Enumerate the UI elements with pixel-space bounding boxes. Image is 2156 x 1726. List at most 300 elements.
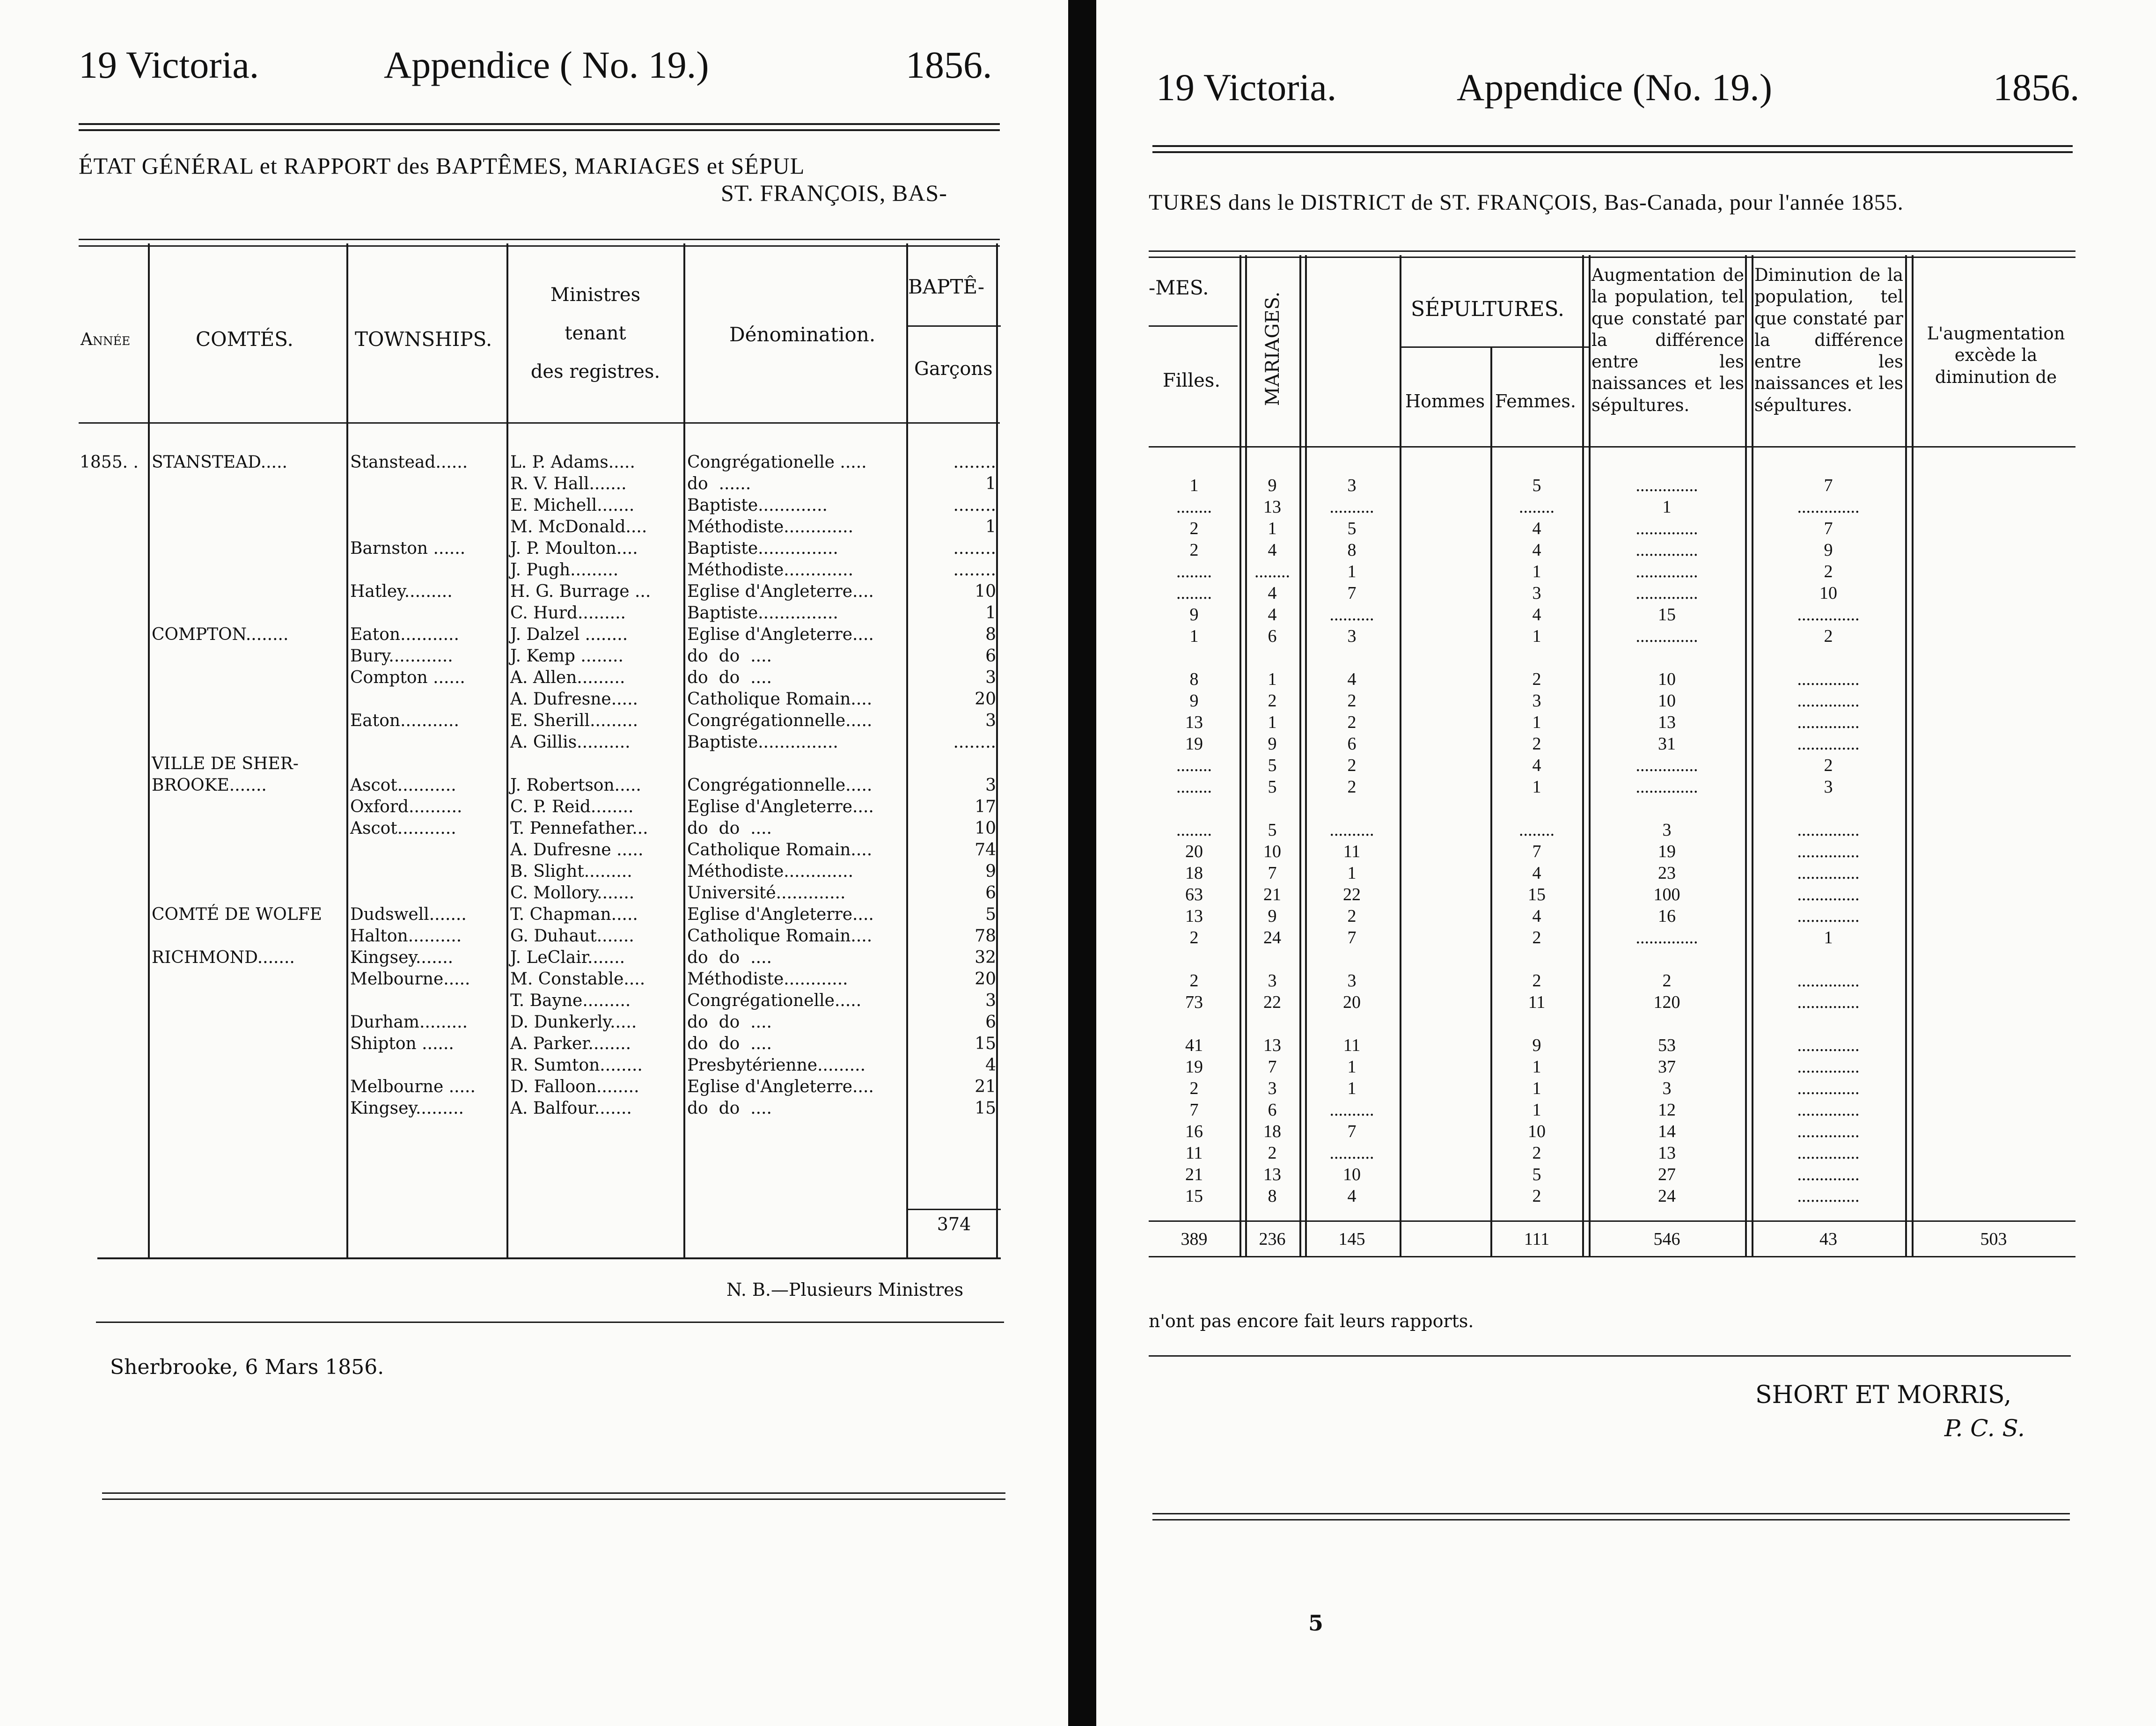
cell-garcons: ........ xyxy=(953,733,996,752)
cell-filles: 8 xyxy=(1189,669,1199,689)
cell-femmes: 1 xyxy=(1532,1057,1541,1077)
cell-comte: VILLE DE SHER- xyxy=(152,754,299,773)
table-row xyxy=(1149,1121,2075,1143)
table-row xyxy=(1149,561,2075,583)
table-row xyxy=(79,667,1000,689)
cell-dimin: .............. xyxy=(1797,691,1860,711)
col-comtes: COMTÉS. xyxy=(196,328,293,351)
cell-dimin: 10 xyxy=(1819,583,1837,603)
cell-hommes: 3 xyxy=(1347,626,1357,646)
table-row xyxy=(1149,906,2075,927)
header-rule xyxy=(1152,151,2073,153)
cell-township: Kingsey......... xyxy=(350,1099,464,1118)
table-row xyxy=(79,904,1000,925)
cell-filles: 9 xyxy=(1189,605,1199,624)
cell-femmes: 1 xyxy=(1532,562,1541,581)
cell-denom: Catholique Romain.... xyxy=(687,926,873,946)
cell-township: Halton.......... xyxy=(350,926,462,946)
cell-hommes: 2 xyxy=(1347,777,1357,797)
cell-ministre: J. LeClair....... xyxy=(510,948,625,967)
cell-filles: ........ xyxy=(1176,820,1212,840)
cell-ministre: M. McDonald.... xyxy=(510,517,647,536)
signers-title: P. C. S. xyxy=(1944,1415,2025,1442)
cell-dimin: 7 xyxy=(1824,519,1833,538)
cell-mariages: 9 xyxy=(1268,476,1277,495)
nb-note-cont: n'ont pas encore fait leurs rapports. xyxy=(1149,1311,1474,1331)
cell-hommes: 1 xyxy=(1347,562,1357,581)
cell-ministre: T. Pennefather... xyxy=(510,819,648,838)
cell-filles: 13 xyxy=(1185,712,1203,732)
cell-femmes: 4 xyxy=(1532,863,1541,883)
cell-comte: BROOKE....... xyxy=(152,776,267,795)
table-row xyxy=(79,473,1000,495)
table-row xyxy=(1149,1164,2075,1186)
table-row xyxy=(79,839,1000,861)
cell-dimin: .............. xyxy=(1797,1079,1860,1098)
cell-ministre: H. G. Burrage ... xyxy=(510,582,651,601)
total-filles: 389 xyxy=(1181,1229,1208,1249)
page-number: 5 xyxy=(1308,1610,1324,1636)
left-page xyxy=(0,0,1068,1726)
cell-filles: 2 xyxy=(1189,971,1199,991)
cell-mariages: ........ xyxy=(1254,562,1290,581)
footer-rule xyxy=(1152,1519,2070,1520)
table-row xyxy=(1149,970,2075,992)
cell-garcons: 6 xyxy=(985,646,996,666)
cell-denom: Eglise d'Angleterre.... xyxy=(687,797,874,816)
table-row xyxy=(79,646,1000,667)
table-row xyxy=(79,732,1000,753)
cell-dimin: .............. xyxy=(1797,906,1860,926)
cell-hommes: 6 xyxy=(1347,734,1357,754)
cell-augm: .............. xyxy=(1635,476,1698,495)
cell-filles: ........ xyxy=(1176,777,1212,797)
cell-denom: do do .... xyxy=(687,1034,772,1053)
cell-denom: Méthodiste............. xyxy=(687,560,854,580)
cell-garcons: 15 xyxy=(975,1034,996,1053)
total-hommes: 145 xyxy=(1338,1229,1365,1249)
table-row xyxy=(1149,712,2075,734)
cell-garcons: 6 xyxy=(985,883,996,903)
cell-filles: 2 xyxy=(1189,928,1199,947)
cell-mariages: 7 xyxy=(1268,863,1277,883)
cell-denom: Congrégationelle..... xyxy=(687,991,862,1010)
cell-garcons: 78 xyxy=(975,926,996,946)
cell-augm: .............. xyxy=(1635,519,1698,538)
header-rule xyxy=(79,129,1000,131)
table-row xyxy=(79,969,1000,990)
cell-ministre: D. Falloon........ xyxy=(510,1077,639,1096)
cell-hommes: 3 xyxy=(1347,476,1357,495)
cell-ministre: A. Allen......... xyxy=(510,668,625,687)
table-row xyxy=(79,1076,1000,1098)
cell-annee: 1855. . xyxy=(80,453,139,472)
cell-filles: 63 xyxy=(1185,885,1203,904)
cell-filles: 20 xyxy=(1185,842,1203,861)
col-mariages: MARIAGES. xyxy=(1262,291,1283,406)
cell-township: Hatley......... xyxy=(350,582,453,601)
table-row xyxy=(1149,583,2075,604)
cell-ministre: J. P. Moulton.... xyxy=(510,539,638,558)
cell-dimin: .............. xyxy=(1797,734,1860,754)
cell-garcons: 10 xyxy=(975,582,996,601)
cell-filles: 19 xyxy=(1185,1057,1203,1077)
signature-place: Sherbrooke, 6 Mars 1856. xyxy=(110,1355,384,1379)
table-row xyxy=(1149,1143,2075,1164)
cell-garcons: 10 xyxy=(975,819,996,838)
cell-femmes: 2 xyxy=(1532,971,1541,991)
cell-femmes: ........ xyxy=(1519,820,1555,840)
total-rule xyxy=(1149,1220,2075,1222)
cell-ministre: E. Sherill......... xyxy=(510,711,638,730)
cell-denom: Eglise d'Angleterre.... xyxy=(687,1077,874,1096)
cell-township: Melbourne..... xyxy=(350,969,470,989)
table-row xyxy=(1149,518,2075,540)
cell-garcons: 3 xyxy=(985,991,996,1010)
cell-denom: Catholique Romain.... xyxy=(687,690,873,709)
cell-augm: 31 xyxy=(1658,734,1676,754)
cell-femmes: 4 xyxy=(1532,906,1541,926)
table-row xyxy=(79,581,1000,602)
table-row xyxy=(79,861,1000,882)
cell-mariages: 3 xyxy=(1268,971,1277,991)
cell-filles: 19 xyxy=(1185,734,1203,754)
table-row xyxy=(79,538,1000,559)
cell-garcons: 1 xyxy=(985,603,996,623)
cell-dimin: 3 xyxy=(1824,777,1833,797)
cell-mariages: 5 xyxy=(1268,777,1277,797)
cell-femmes: 1 xyxy=(1532,626,1541,646)
cell-garcons: 4 xyxy=(985,1056,996,1075)
cell-mariages: 8 xyxy=(1268,1186,1277,1206)
table-row xyxy=(79,710,1000,732)
cell-township: Ascot........... xyxy=(350,776,456,795)
cell-augm: .............. xyxy=(1635,756,1698,775)
table-row xyxy=(1149,777,2075,798)
cell-augm: .............. xyxy=(1635,626,1698,646)
cell-denom: Presbytérienne......... xyxy=(687,1056,866,1075)
cell-mariages: 2 xyxy=(1268,1143,1277,1163)
table-row xyxy=(1149,927,2075,949)
cell-femmes: 2 xyxy=(1532,1186,1541,1206)
cell-filles: 16 xyxy=(1185,1122,1203,1141)
rule xyxy=(96,1322,1004,1323)
bapteme-sub-rule xyxy=(907,325,1001,327)
cell-augm: 10 xyxy=(1658,691,1676,711)
col-diminution: Diminution de la population, tel que constaté par la différence entre les naissances et les sépultures. xyxy=(1754,265,1903,415)
title-line-2: ST. FRANÇOIS, BAS- xyxy=(721,180,947,206)
table-row xyxy=(79,990,1000,1012)
cell-ministre: B. Slight......... xyxy=(510,862,632,881)
table-row xyxy=(1149,1100,2075,1121)
header-rule xyxy=(1152,145,2073,147)
cell-mariages: 9 xyxy=(1268,906,1277,926)
cell-filles: 15 xyxy=(1185,1186,1203,1206)
cell-hommes: 8 xyxy=(1347,540,1357,560)
cell-filles: 41 xyxy=(1185,1036,1203,1055)
cell-mariages: 2 xyxy=(1268,691,1277,711)
cell-township: Melbourne ..... xyxy=(350,1077,476,1096)
col-ministres xyxy=(507,281,683,386)
cell-femmes: 5 xyxy=(1532,1165,1541,1184)
sub-rule xyxy=(1149,325,1238,327)
cell-mariages: 4 xyxy=(1268,605,1277,624)
cell-hommes: .......... xyxy=(1329,820,1374,840)
cell-augm: 15 xyxy=(1658,605,1676,624)
table-row xyxy=(1149,884,2075,906)
cell-ministre: C. Mollory....... xyxy=(510,883,635,903)
cell-dimin: 2 xyxy=(1824,756,1833,775)
col-baptemes: BAPTÊ- xyxy=(908,275,985,298)
cell-township: Oxford.......... xyxy=(350,797,462,816)
table-row xyxy=(79,796,1000,818)
cell-denom: do do .... xyxy=(687,1013,772,1032)
cell-ministre: G. Duhaut....... xyxy=(510,926,634,946)
cell-ministre: C. Hurd......... xyxy=(510,603,626,623)
cell-augm: .............. xyxy=(1635,777,1698,797)
cell-femmes: 2 xyxy=(1532,734,1541,754)
cell-dimin: 2 xyxy=(1824,562,1833,581)
table-row xyxy=(1149,1078,2075,1100)
cell-garcons: 20 xyxy=(975,969,996,989)
cell-augm: .............. xyxy=(1635,562,1698,581)
table-top-rule xyxy=(79,245,1000,247)
cell-femmes: 2 xyxy=(1532,1143,1541,1163)
cell-mariages: 22 xyxy=(1263,992,1281,1012)
cell-denom: Méthodiste............ xyxy=(687,969,848,989)
cell-augm: 27 xyxy=(1658,1165,1676,1184)
cell-garcons: ........ xyxy=(953,539,996,558)
table-row xyxy=(79,1033,1000,1055)
cell-dimin: .............. xyxy=(1797,992,1860,1012)
col-sepultures: SÉPULTURES. xyxy=(1411,297,1565,321)
table-row xyxy=(1149,820,2075,841)
header-rule xyxy=(79,123,1000,125)
col-ministres-line: tenant xyxy=(565,323,626,344)
cell-filles: 2 xyxy=(1189,519,1199,538)
cell-garcons: 15 xyxy=(975,1099,996,1118)
cell-filles: ........ xyxy=(1176,497,1212,517)
table-row xyxy=(1149,626,2075,647)
cell-hommes: .......... xyxy=(1329,497,1374,517)
cell-hommes: 7 xyxy=(1347,583,1357,603)
cell-dimin: .............. xyxy=(1797,712,1860,732)
left-table xyxy=(79,239,1000,1263)
cell-denom: Congrégationnelle..... xyxy=(687,776,873,795)
table-row xyxy=(79,559,1000,581)
cell-garcons: 3 xyxy=(985,776,996,795)
col-augmentation: Augmentation de la population, tel que constaté par la différence entre les naissances et les sépultures. xyxy=(1591,265,1744,415)
col-hommes: Hommes xyxy=(1405,391,1485,411)
cell-dimin: .............. xyxy=(1797,1143,1860,1163)
cell-ministre: A. Parker........ xyxy=(510,1034,631,1053)
cell-comte: COMTÉ DE WOLFE xyxy=(152,905,322,924)
cell-garcons: 17 xyxy=(975,797,996,816)
cell-augm: 13 xyxy=(1658,712,1676,732)
cell-mariages: 3 xyxy=(1268,1079,1277,1098)
cell-denom: Catholique Romain.... xyxy=(687,840,873,859)
cell-augm: 3 xyxy=(1662,820,1672,840)
table-row xyxy=(1149,949,2075,970)
cell-hommes: 5 xyxy=(1347,519,1357,538)
table-row xyxy=(1149,798,2075,820)
cell-denom: Méthodiste............. xyxy=(687,862,854,881)
cell-ministre: E. Michell....... xyxy=(510,496,635,515)
cell-ministre: A. Gillis.......... xyxy=(510,733,631,752)
cell-filles: 7 xyxy=(1189,1100,1199,1120)
cell-garcons: 8 xyxy=(985,625,996,644)
col-femmes: Femmes. xyxy=(1495,391,1576,411)
cell-garcons: 74 xyxy=(975,840,996,859)
table-row xyxy=(1149,669,2075,690)
cell-filles: 2 xyxy=(1189,1079,1199,1098)
footer-rule xyxy=(1152,1513,2070,1514)
table-row xyxy=(79,775,1000,796)
cell-hommes: .......... xyxy=(1329,1143,1374,1163)
cell-township: Eaton........... xyxy=(350,711,459,730)
cell-ministre: C. P. Reid........ xyxy=(510,797,634,816)
signers: SHORT ET MORRIS, xyxy=(1755,1381,2012,1409)
left-header-appendix: Appendice ( No. 19.) xyxy=(384,44,709,86)
cell-denom: do ...... xyxy=(687,474,751,493)
table-row xyxy=(79,495,1000,516)
cell-garcons: 1 xyxy=(985,474,996,493)
cell-ministre: T. Chapman..... xyxy=(510,905,638,924)
cell-filles: ........ xyxy=(1176,583,1212,603)
cell-femmes: 1 xyxy=(1532,1079,1541,1098)
cell-augm: 37 xyxy=(1658,1057,1676,1077)
cell-mariages: 1 xyxy=(1268,712,1277,732)
cell-hommes: .......... xyxy=(1329,605,1374,624)
title-line-1: ÉTAT GÉNÉRAL et RAPPORT des BAPTÊMES, MARIAGES et SÉPUL xyxy=(79,153,805,179)
col-ministres-line: des registres. xyxy=(530,361,660,382)
cell-filles: 9 xyxy=(1189,691,1199,711)
cell-augm: 16 xyxy=(1658,906,1676,926)
cell-hommes: 11 xyxy=(1343,1036,1361,1055)
cell-township: Eaton........... xyxy=(350,625,459,644)
header-bottom-rule xyxy=(1149,446,2075,448)
cell-denom: Baptiste............... xyxy=(687,539,838,558)
cell-ministre: L. P. Adams..... xyxy=(510,453,635,472)
cell-filles: 73 xyxy=(1185,992,1203,1012)
cell-denom: do do .... xyxy=(687,948,772,967)
sub-rule xyxy=(1401,346,1589,348)
cell-filles: ........ xyxy=(1176,756,1212,775)
total-rule xyxy=(907,1209,1001,1210)
cell-hommes: 4 xyxy=(1347,669,1357,689)
cell-filles: ........ xyxy=(1176,562,1212,581)
cell-ministre: J. Dalzel ........ xyxy=(510,625,628,644)
cell-township: Bury............ xyxy=(350,646,453,666)
col-ministres-line: Ministres xyxy=(550,284,641,306)
total-augm: 546 xyxy=(1653,1229,1680,1249)
right-title: TURES dans le DISTRICT de ST. FRANÇOIS, Bas-Canada, pour l'année 1855. xyxy=(1149,190,1904,215)
cell-hommes: .......... xyxy=(1329,1100,1374,1120)
cell-mariages: 4 xyxy=(1268,540,1277,560)
cell-filles: 1 xyxy=(1189,476,1199,495)
cell-township: Kingsey....... xyxy=(350,948,454,967)
cell-mariages: 1 xyxy=(1268,519,1277,538)
cell-township: Shipton ...... xyxy=(350,1034,454,1053)
cell-hommes: 2 xyxy=(1347,756,1357,775)
table-top-rule xyxy=(1149,250,2075,252)
right-page xyxy=(1096,0,2156,1726)
cell-township: Ascot........... xyxy=(350,819,456,838)
cell-mariages: 10 xyxy=(1263,842,1281,861)
table-row xyxy=(79,925,1000,947)
cell-femmes: 11 xyxy=(1528,992,1546,1012)
cell-femmes: 4 xyxy=(1532,605,1541,624)
table-row xyxy=(79,452,1000,473)
cell-ministre: J. Kemp ........ xyxy=(510,646,623,666)
cell-mariages: 13 xyxy=(1263,1036,1281,1055)
cell-filles: 2 xyxy=(1189,540,1199,560)
cell-denom: do do .... xyxy=(687,1099,772,1118)
book-gutter xyxy=(1068,0,1096,1726)
cell-comte: STANSTEAD..... xyxy=(152,453,287,472)
cell-filles: 1 xyxy=(1189,626,1199,646)
cell-dimin: .............. xyxy=(1797,1186,1860,1206)
cell-femmes: 2 xyxy=(1532,669,1541,689)
cell-filles: 13 xyxy=(1185,906,1203,926)
cell-township: Barnston ...... xyxy=(350,539,466,558)
total-mariages: 236 xyxy=(1259,1229,1286,1249)
cell-femmes: 3 xyxy=(1532,691,1541,711)
cell-femmes: 1 xyxy=(1532,1100,1541,1120)
cell-filles: 21 xyxy=(1185,1165,1203,1184)
table-row xyxy=(79,947,1000,969)
cell-femmes: 10 xyxy=(1528,1122,1546,1141)
cell-township: Compton ...... xyxy=(350,668,465,687)
cell-augm: 1 xyxy=(1662,497,1672,517)
cell-garcons: ........ xyxy=(953,560,996,580)
cell-augm: 19 xyxy=(1658,842,1676,861)
cell-comte: COMPTON........ xyxy=(152,625,289,644)
cell-femmes: 4 xyxy=(1532,519,1541,538)
table-row xyxy=(1149,1057,2075,1078)
table-row xyxy=(79,516,1000,538)
cell-augm: 12 xyxy=(1658,1100,1676,1120)
table-row xyxy=(1149,863,2075,884)
cell-ministre: R. V. Hall....... xyxy=(510,474,627,493)
total-dimin: 43 xyxy=(1819,1229,1837,1249)
table-row xyxy=(79,818,1000,839)
cell-mariages: 5 xyxy=(1268,820,1277,840)
table-row xyxy=(1149,647,2075,669)
cell-dimin: .............. xyxy=(1797,605,1860,624)
rule xyxy=(1149,1355,2071,1357)
cell-denom: do do .... xyxy=(687,646,772,666)
cell-hommes: 2 xyxy=(1347,691,1357,711)
cell-mariages: 24 xyxy=(1263,928,1281,947)
left-header-session: 19 Victoria. xyxy=(79,44,259,86)
cell-dimin: .............. xyxy=(1797,885,1860,904)
cell-filles: 18 xyxy=(1185,863,1203,883)
cell-ministre: M. Constable.... xyxy=(510,969,645,989)
cell-hommes: 7 xyxy=(1347,928,1357,947)
right-header-appendix: Appendice (No. 19.) xyxy=(1457,66,1773,109)
col-filles: Filles. xyxy=(1163,370,1221,391)
table-row xyxy=(1149,604,2075,626)
cell-augm: 23 xyxy=(1658,863,1676,883)
cell-mariages: 5 xyxy=(1268,756,1277,775)
cell-denom: Eglise d'Angleterre.... xyxy=(687,625,874,644)
cell-garcons: 3 xyxy=(985,668,996,687)
cell-dimin: 2 xyxy=(1824,626,1833,646)
table-row xyxy=(1149,1186,2075,1207)
cell-denom: Eglise d'Angleterre.... xyxy=(687,905,874,924)
cell-denom: Méthodiste............. xyxy=(687,517,854,536)
